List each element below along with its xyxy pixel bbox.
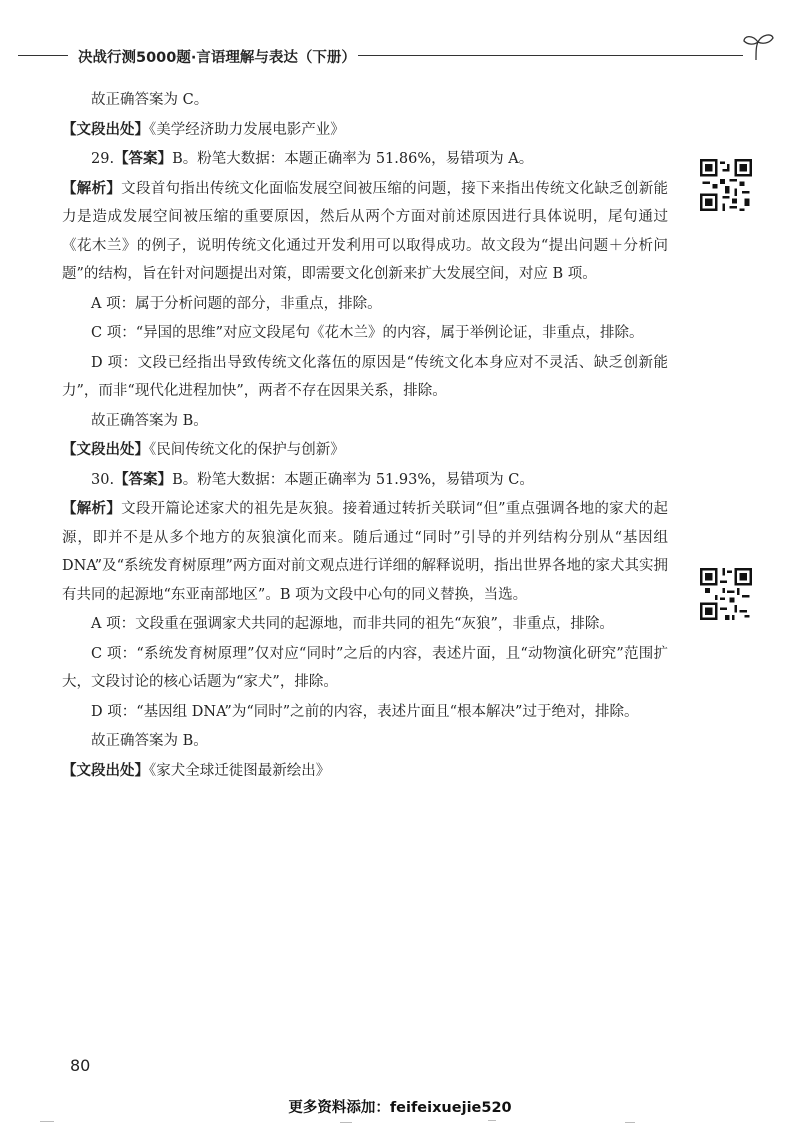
analysis-paragraph: 【解析】文段首句指出传统文化面临发展空间被压缩的问题，接下来指出传统文化缺乏创新能力是造成发展空间被压缩的重要原因，然后从两个方面对前述原因进行具体说明，尾句通过《花木兰》的例子，说明传统文化通过开发利用可以取得成功。故文段为“提出问题＋分析问题”的结构，旨在针对问题提出对策，即需要文化创新来扩大发展空间，对应 B 项。 [62, 180, 669, 282]
analysis-paragraph: 【解析】文段开篇论述家犬的祖先是灰狼。接着通过转折关联词“但”重点强调各地的家犬的起源，即并不是从多个地方的灰狼演化而来。随后通过“同时”引导的并列结构分别从“基因组 DNA”及“系统发育树原理”两方面对前文观点进行详细的解释说明，指出世界各地的家犬其实拥有共同的起源地“东亚南部地区”。B 项为文段中心句的同义替换，当选。 [62, 501, 668, 603]
page-number: 80 [70, 1056, 91, 1075]
source-line: 【文段出处】《家犬全球迁徙图最新绘出》 [62, 762, 331, 779]
sprout-icon [740, 30, 776, 62]
footer-watermark: 更多资料添加：feifeixuejie520 [288, 1100, 512, 1116]
paragraph: 故正确答案为 B。 [91, 733, 208, 749]
option-paragraph: D 项：文段已经指出导致传统文化落伍的原因是“传统文化本身应对不灵活、缺乏创新能力”，而非“现代化进程加快”，两者不存在因果关系，排除。 [62, 354, 668, 399]
answer-line: 29.【答案】B。粉笔大数据：本题正确率为 51.86%，易错项为 A。 [91, 151, 534, 167]
header-rule-right [358, 55, 743, 56]
header-rule-left [18, 55, 68, 56]
option-paragraph: C 项：“系统发育树原理”仅对应“同时”之后的内容，表述片面，且“动物演化研究”范围扩大，文段讨论的核心话题为“家犬”，排除。 [62, 645, 668, 690]
qr-code-icon[interactable] [700, 159, 752, 211]
answer-line: 30.【答案】B。粉笔大数据：本题正确率为 51.93%，易错项为 C。 [91, 471, 534, 488]
qr-code-icon[interactable] [700, 568, 752, 620]
source-line: 【文段出处】《美学经济助力发展电影产业》 [62, 121, 345, 138]
paragraph: 故正确答案为 C。 [91, 92, 209, 108]
header-title: 决战行测5000题·言语理解与表达（下册） [78, 50, 356, 66]
paragraph: 故正确答案为 B。 [91, 412, 208, 429]
running-header [18, 44, 778, 68]
source-line: 【文段出处】《民间传统文化的保护与创新》 [62, 442, 345, 458]
option-paragraph: A 项：文段重在强调家犬共同的起源地，而非共同的祖先“灰狼”，非重点，排除。 [91, 616, 614, 632]
option-paragraph: C 项：“异国的思维”对应文段尾句《花木兰》的内容，属于举例论证，非重点，排除。 [91, 325, 644, 341]
option-paragraph: A 项：属于分析问题的部分，非重点，排除。 [91, 295, 382, 312]
option-paragraph: D 项：“基因组 DNA”为“同时”之前的内容，表述片面且“根本解决”过于绝对，排除。 [91, 703, 639, 720]
page-body [62, 86, 668, 785]
scan-specks [0, 1118, 800, 1126]
